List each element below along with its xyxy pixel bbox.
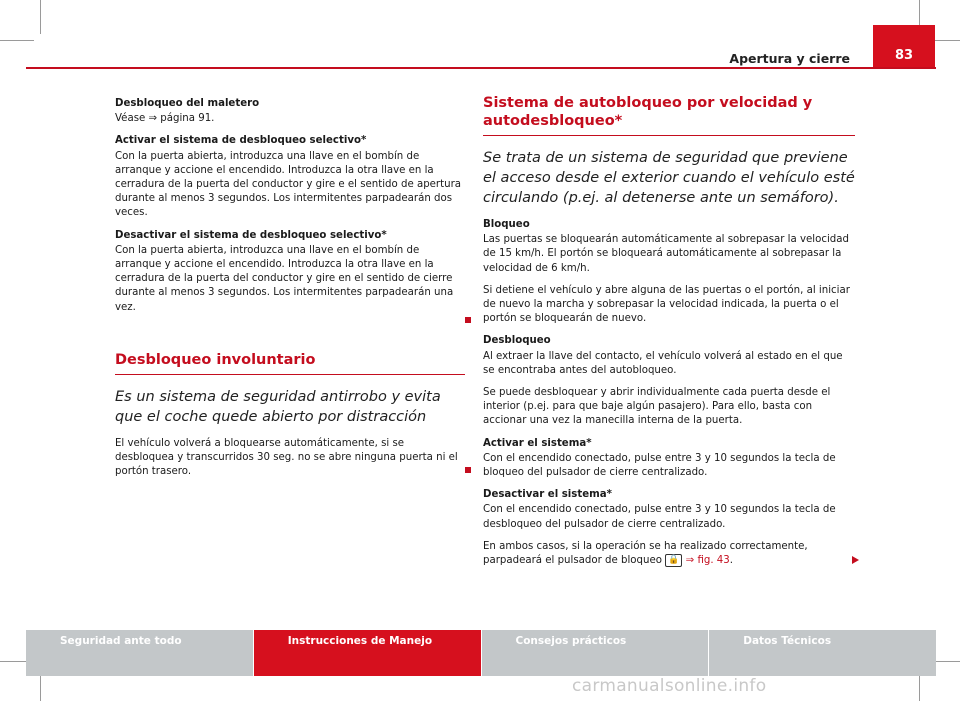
- tab-safety[interactable]: Seguridad ante todo: [26, 630, 253, 676]
- deactivate-selective-heading: Desactivar el sistema de desbloqueo selectivo*: [115, 229, 387, 241]
- lock-text-2: Si detiene el vehículo y abre alguna de las puertas o el portón, al iniciar de nuevo la marcha y sobrepasar la velocidad indicada, la puerta o el portón se bloquearán de nuevo.: [483, 284, 850, 325]
- final-text: En ambos casos, si la operación se ha realizado correctamente, parpadeará el pulsador de bloqueo 🔒 ⇒ fig. 43.: [483, 540, 855, 568]
- activate-selective-heading: Activar el sistema de desbloqueo selectivo*: [115, 135, 367, 147]
- section-heading-autolock: Sistema de autobloqueo por velocidad y autodesbloqueo*: [483, 94, 855, 136]
- activate-heading: Activar el sistema*: [483, 437, 592, 449]
- tab-technical-data[interactable]: Datos Técnicos: [709, 630, 936, 676]
- lock-text-1: Las puertas se bloquearán automáticamente al sobrepasar la velocidad de 15 km/h. El portón se bloqueará automáticamente al sobrepasar la velocidad de 6 km/h.: [483, 234, 849, 274]
- footer-tabs: [26, 630, 936, 676]
- trunk-heading: Desbloqueo del maletero: [115, 98, 260, 109]
- figure-link[interactable]: ⇒ fig. 43: [685, 555, 730, 567]
- deactivate-selective-text: Con la puerta abierta, introduzca una llave en el bombín de arranque y accione el encendido. Introduzca la otra llave en la cerradura de la puerta del conductor y gire en el sentido de cierre durante al menos 3 segundos. Los intermitentes parpadearán una vez.: [115, 244, 465, 315]
- page-title: Apertura y cierre: [729, 51, 850, 66]
- unlock-text-2: Se puede desbloquear y abrir individualmente cada puerta desde el interior (p.ej. para que baje algún pasajero). Para ello, basta con accionar una vez la manecilla interna de la puerta.: [483, 387, 831, 427]
- left-column: [115, 97, 465, 487]
- crop-mark: [40, 0, 41, 34]
- trunk-text: Véase ⇒ página 91.: [115, 113, 215, 125]
- tab-practical-tips[interactable]: Consejos prácticos: [482, 630, 709, 676]
- continue-arrow-icon: [852, 556, 859, 564]
- crop-mark: [0, 40, 34, 41]
- deactivate-heading: Desactivar el sistema*: [483, 489, 612, 501]
- section-text-involuntary: El vehículo volverá a bloquearse automáticamente, si se desbloquea y transcurridos 30 seg. no se abre ninguna puerta ni el portón trasero.: [115, 437, 465, 480]
- watermark: carmanualsonline.info: [572, 676, 767, 696]
- lock-heading: Bloqueo: [483, 219, 530, 230]
- end-mark-icon: [465, 317, 471, 323]
- deactivate-text: Con el encendido conectado, pulse entre 3 y 10 segundos la tecla de desbloqueo del pulsador de cierre centralizado.: [483, 504, 836, 530]
- activate-text: Con el encendido conectado, pulse entre 3 y 10 segundos la tecla de bloqueo del pulsador de cierre centralizado.: [483, 452, 836, 479]
- page-number: 83: [873, 25, 935, 67]
- lock-key-icon: 🔒: [665, 554, 682, 567]
- activate-selective-text: Con la puerta abierta, introduzca una llave en el bombín de arranque y accione el encendido. Introduzca la otra llave en la cerradura de la puerta del conductor y gire e el sentido de apertura durante al menos 3 segundos. Los intermitentes parpadearán dos veces.: [115, 150, 462, 219]
- section-lead-involuntary: Es un sistema de seguridad antirrobo y evita que el coche quede abierto por distracción: [115, 388, 441, 425]
- section-lead-autolock: Se trata de un sistema de seguridad que previene el acceso desde el exterior cuando el vehículo esté circulando (p.ej. al detenerse ante un semáforo).: [483, 150, 855, 206]
- section-heading-involuntary: Desbloqueo involuntario: [115, 351, 465, 375]
- header-rule: [26, 67, 936, 69]
- unlock-heading: Desbloqueo: [483, 335, 551, 347]
- tab-operating-instructions[interactable]: Instrucciones de Manejo: [254, 630, 481, 676]
- unlock-text-1: Al extraer la llave del contacto, el vehículo volverá al estado en el que se encontraba antes del autobloqueo.: [483, 350, 843, 376]
- end-mark-icon: [465, 467, 471, 473]
- right-column: [483, 94, 855, 576]
